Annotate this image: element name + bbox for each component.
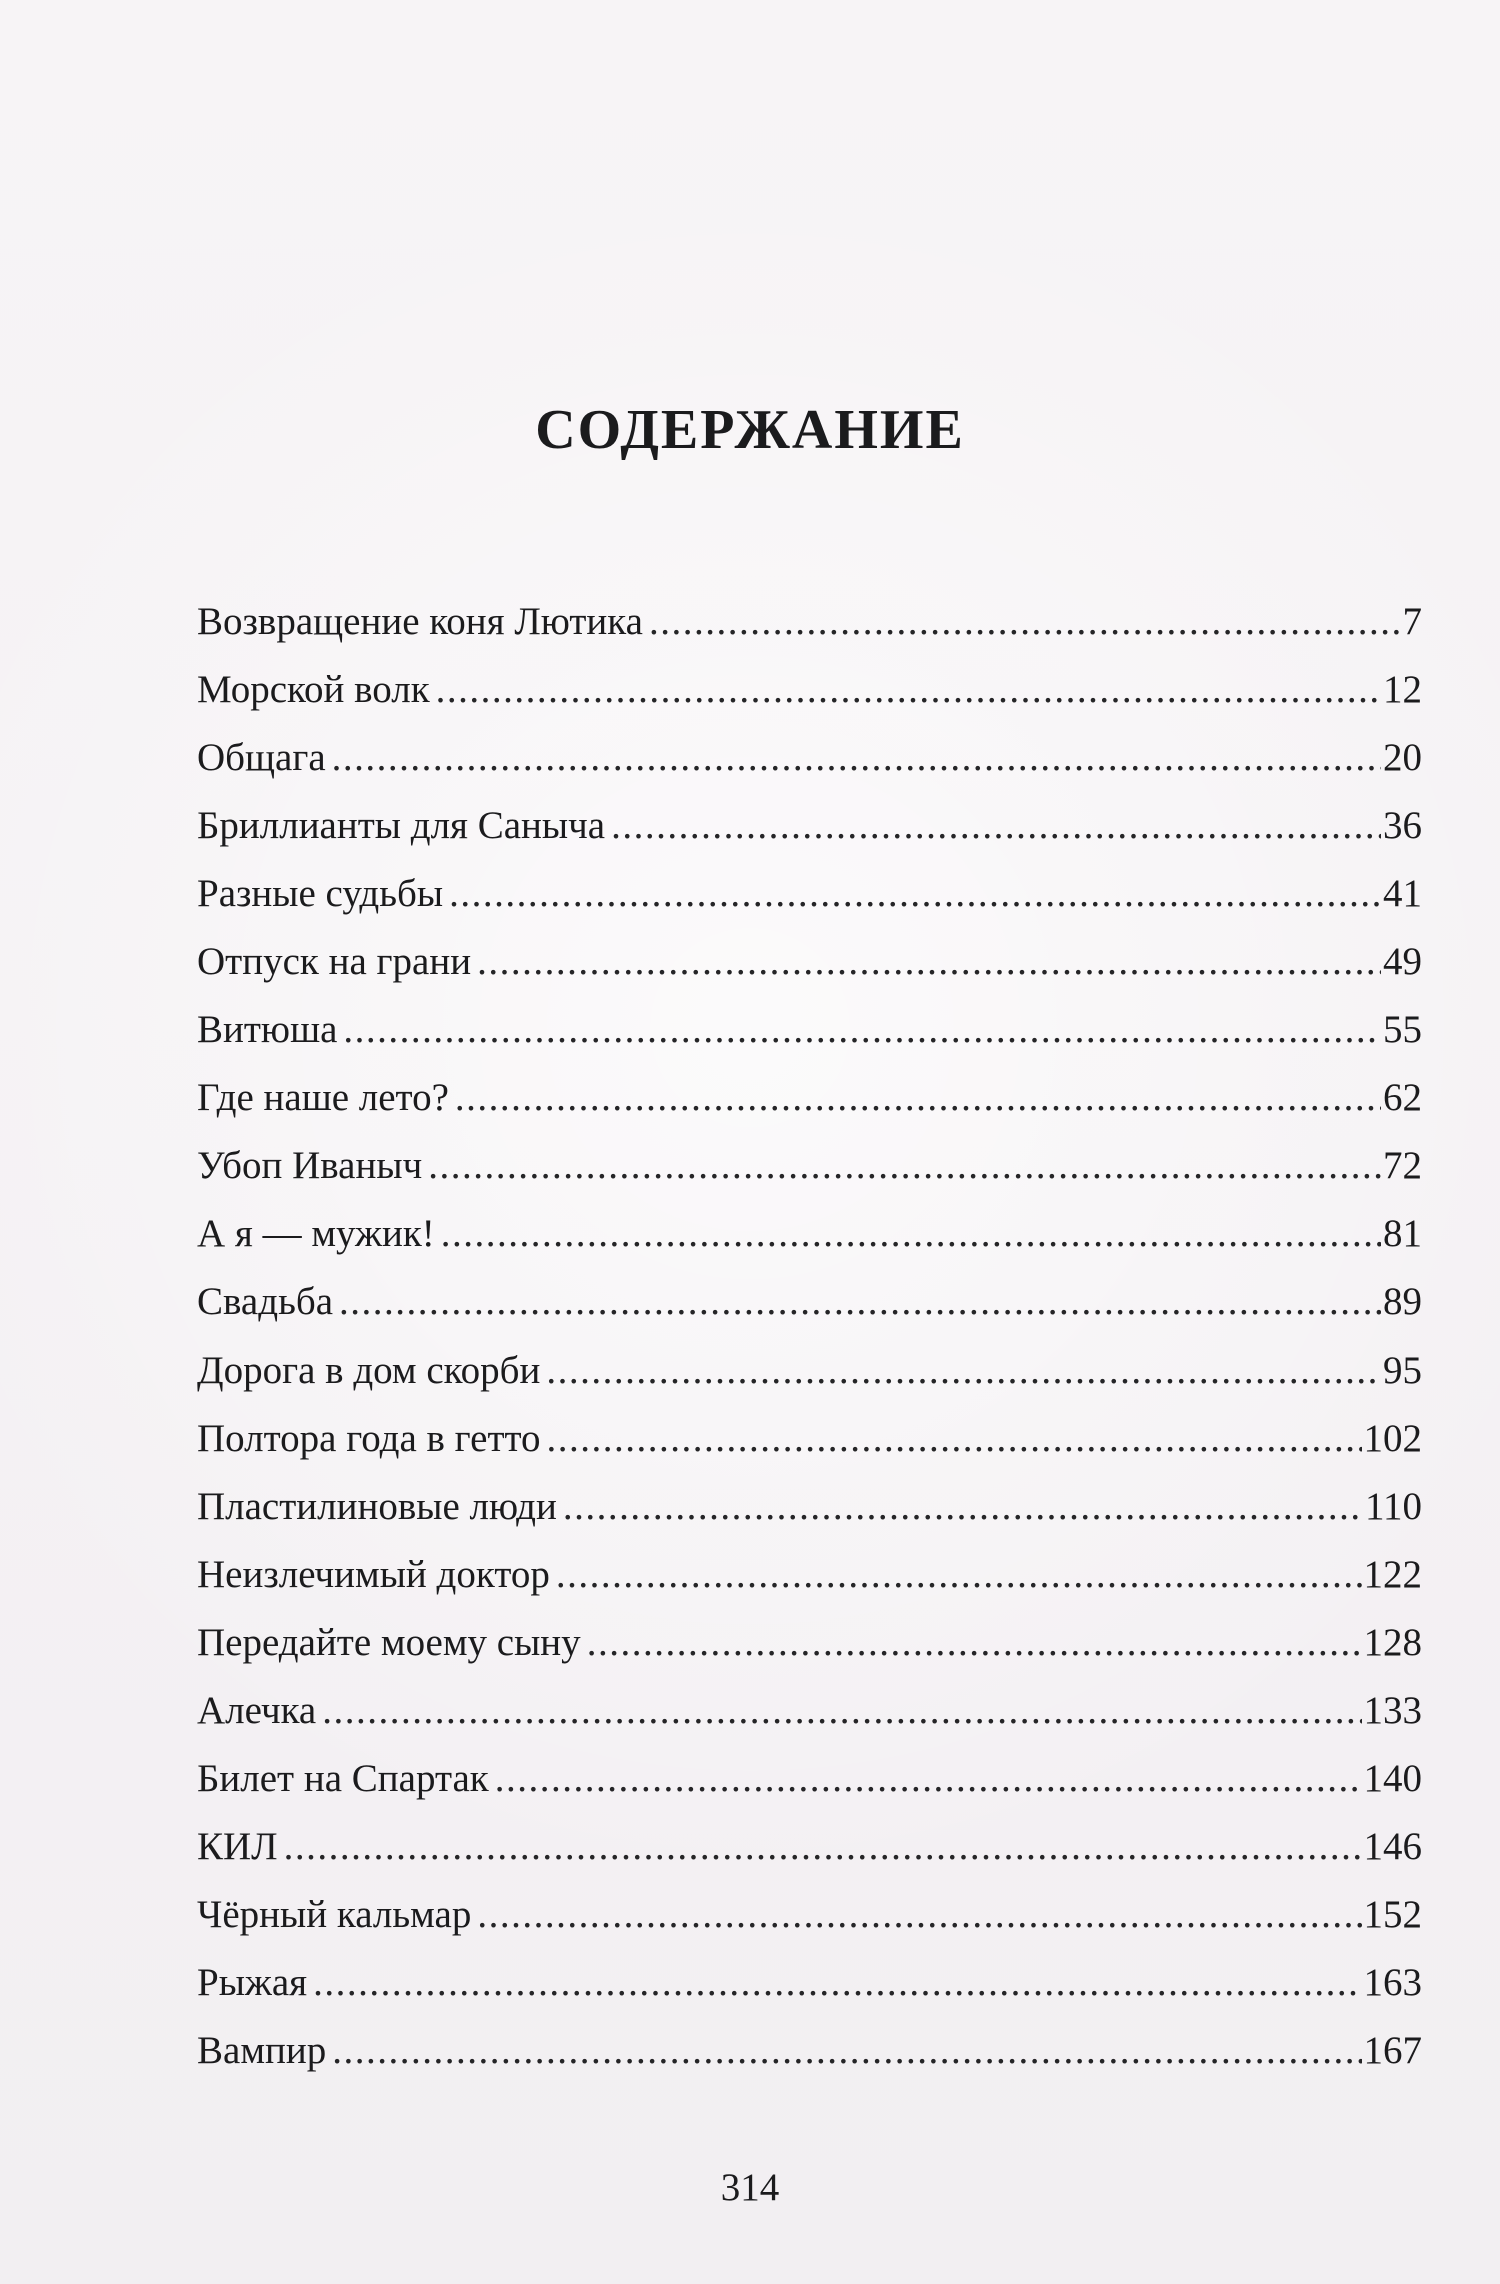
toc-entry-page: 133 — [1363, 1688, 1422, 1732]
toc-entry-page: 55 — [1383, 1008, 1422, 1052]
toc-dot-leader — [339, 1268, 1381, 1336]
toc-entry-title: Витюша — [197, 1008, 338, 1052]
toc-entry-page: 140 — [1363, 1756, 1422, 1800]
toc-dot-leader — [428, 1132, 1381, 1200]
toc-entry-page: 128 — [1363, 1620, 1422, 1664]
toc-entry-title: Бриллианты для Саныча — [197, 804, 606, 848]
toc-entry — [197, 588, 1422, 656]
toc-entry-title: Морской волк — [197, 668, 430, 712]
toc-entry-page: 49 — [1383, 940, 1422, 984]
toc-dot-leader — [587, 1609, 1362, 1677]
toc-dot-leader — [441, 1200, 1381, 1268]
toc-entry — [197, 1881, 1422, 1949]
toc-entry-title: Передайте моему сыну — [197, 1620, 581, 1664]
toc-dot-leader — [556, 1541, 1362, 1609]
toc-entry-page: 62 — [1383, 1076, 1422, 1120]
toc-entry-page: 122 — [1363, 1552, 1422, 1596]
toc-entry-page: 41 — [1383, 872, 1422, 916]
toc-entry-title: Дорога в дом скорби — [197, 1348, 541, 1392]
toc-entry-title: Где наше лето? — [197, 1076, 449, 1120]
toc-dot-leader — [436, 656, 1381, 724]
toc-entry-page: 20 — [1383, 736, 1422, 780]
toc-entry — [197, 1609, 1422, 1677]
toc-entry-title: Билет на Спартак — [197, 1756, 489, 1800]
toc-dot-leader — [563, 1473, 1363, 1541]
toc-entry — [197, 1268, 1422, 1336]
toc-entry-title: Разные судьбы — [197, 872, 444, 916]
toc-entry — [197, 860, 1422, 928]
toc-entry-page: 95 — [1383, 1348, 1422, 1392]
toc-dot-leader — [284, 1813, 1362, 1881]
toc-entry-title: Убоп Иваныч — [197, 1144, 423, 1188]
toc-dot-leader — [449, 860, 1381, 928]
toc-entry — [197, 724, 1422, 792]
toc-entry-page: 36 — [1383, 804, 1422, 848]
toc-entry-page: 163 — [1363, 1960, 1422, 2004]
table-of-contents — [197, 588, 1422, 2085]
toc-entry-title: Общага — [197, 736, 326, 780]
toc-entry-page: 72 — [1383, 1144, 1422, 1188]
toc-dot-leader — [313, 1949, 1361, 2017]
toc-entry-title: Рыжая — [197, 1960, 308, 2004]
toc-entry-title: Чёрный кальмар — [197, 1892, 472, 1936]
toc-entry — [197, 1200, 1422, 1268]
toc-entry — [197, 996, 1422, 1064]
toc-dot-leader — [477, 928, 1381, 996]
toc-entry — [197, 1813, 1422, 1881]
toc-dot-leader — [332, 724, 1381, 792]
toc-entry — [197, 656, 1422, 724]
toc-dot-leader — [547, 1405, 1362, 1473]
toc-entry — [197, 1064, 1422, 1132]
page-title: СОДЕРЖАНИЕ — [535, 399, 965, 461]
toc-entry-title: Возвращение коня Лютика — [197, 600, 643, 643]
toc-entry-page: 12 — [1383, 668, 1422, 712]
toc-entry — [197, 792, 1422, 860]
toc-entry — [197, 1541, 1422, 1609]
page-number: 314 — [720, 2166, 780, 2209]
toc-entry-page: 89 — [1383, 1280, 1422, 1324]
toc-entry-title: Вампир — [197, 2028, 327, 2072]
toc-entry-page: 152 — [1363, 1892, 1422, 1936]
toc-dot-leader — [546, 1337, 1381, 1405]
toc-entry-page: 81 — [1383, 1212, 1422, 1256]
toc-dot-leader — [495, 1745, 1362, 1813]
toc-entry-title: Пластилиновые люди — [197, 1484, 557, 1528]
toc-dot-leader — [322, 1677, 1361, 1745]
toc-entry — [197, 1337, 1422, 1405]
toc-entry-page: 7 — [1402, 600, 1422, 643]
toc-entry — [197, 1473, 1422, 1541]
toc-dot-leader — [332, 2017, 1361, 2085]
toc-entry — [197, 1677, 1422, 1745]
toc-entry — [197, 1949, 1422, 2017]
toc-dot-leader — [455, 1064, 1381, 1132]
toc-entry-title: Неизлечимый доктор — [197, 1552, 550, 1596]
toc-entry-title: КИЛ — [197, 1824, 278, 1868]
toc-entry — [197, 928, 1422, 996]
toc-entry-title: Алечка — [197, 1688, 317, 1732]
toc-entry — [197, 1132, 1422, 1200]
toc-dot-leader — [611, 792, 1381, 860]
toc-entry-title: А я — мужик! — [197, 1212, 435, 1256]
toc-entry — [197, 1405, 1422, 1473]
toc-entry — [197, 1745, 1422, 1813]
toc-dot-leader — [649, 588, 1401, 656]
toc-entry-title: Отпуск на грани — [197, 940, 472, 984]
toc-entry-page: 167 — [1363, 2028, 1422, 2072]
toc-entry-title: Свадьба — [197, 1280, 334, 1324]
toc-entry-title: Полтора года в гетто — [197, 1416, 541, 1460]
toc-dot-leader — [477, 1881, 1361, 1949]
toc-entry-page: 110 — [1364, 1484, 1422, 1528]
toc-entry-page: 102 — [1363, 1416, 1422, 1460]
toc-entry — [197, 2017, 1422, 2085]
toc-entry-page: 146 — [1363, 1824, 1422, 1868]
toc-dot-leader — [343, 996, 1381, 1064]
